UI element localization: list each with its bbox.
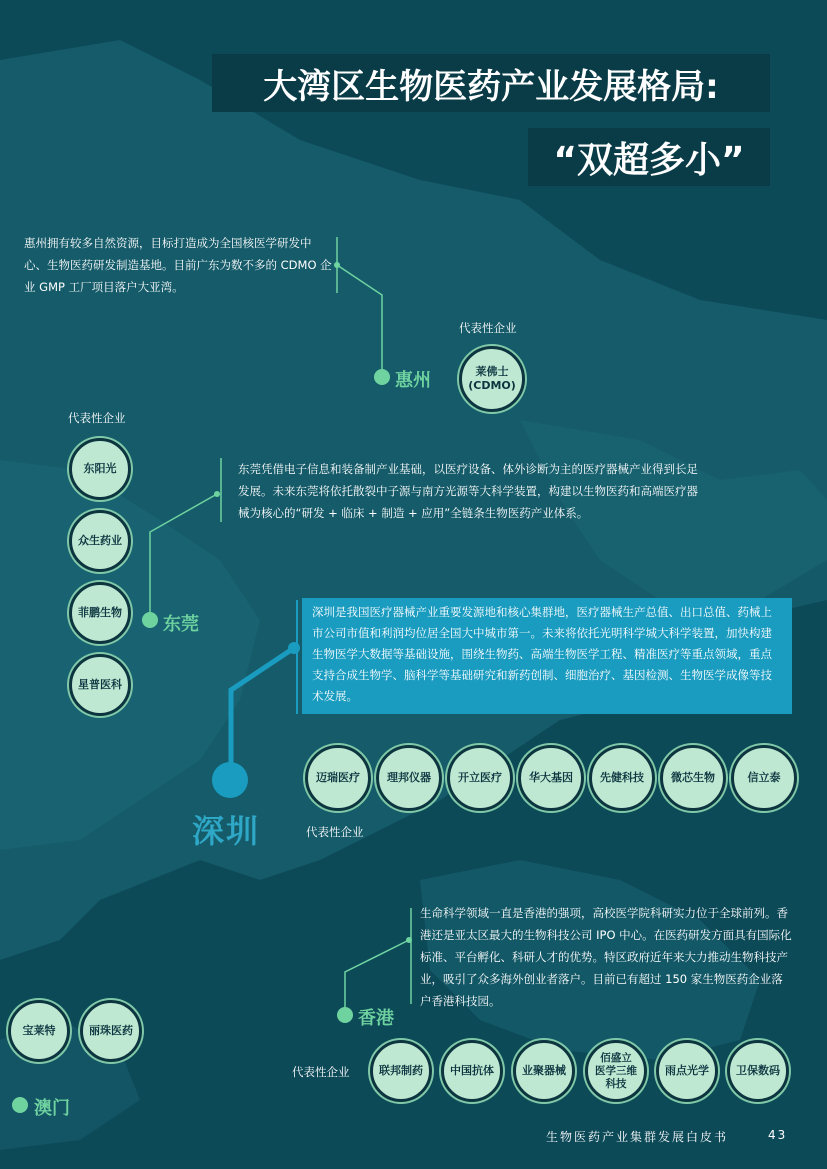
company-circle-lianbang: 联邦制药 (370, 1040, 432, 1102)
company-circle-baishengli: 佰盛立 医学三维 科技 (585, 1040, 647, 1102)
company-circle-kaili: 开立医疗 (447, 745, 513, 811)
huizhou-description: 惠州拥有较多自然资源，目标打造成为全国核医学研发中心、生物医药研发制造基地。目前广东为数不多的 CDMO 企业 GMP 工厂项目落户大亚湾。 (24, 236, 332, 294)
company-circle-dongyangguang: 东阳光 (69, 438, 131, 500)
company-circle-weixin: 微芯生物 (660, 745, 726, 811)
company-circle-mairui: 迈瑞医疗 (305, 745, 371, 811)
company-circle-feipeng: 菲鹏生物 (69, 582, 131, 644)
shenzhen-description: 深圳是我国医疗器械产业重要发源地和核心集群地，医疗器械生产总值、出口总值、药械上市公司市值和利润均位居全国大中城市第一。未来将依托光明科学城大科学装置，加快构建生物医学大数据等基础设施，围绕生物药、高端生物医学工程、精准医疗等重点领域，重点支持合成生物学、脑科学等基础研究和新药创制、细胞治疗、基因检测、生物医学成像等技术发展。 (302, 598, 792, 714)
city-label-shenzhen: 深圳 (192, 812, 261, 850)
company-circle-zhongsheng: 众生药业 (69, 510, 131, 572)
hongkong-description: 生命科学领域一直是香港的强项，高校医学院科研实力位于全球前列。香港还是亚太区最大的生物科技公司 IPO 中心。在医药研发方面具有国际化标准、平台孵化、科研人才的优势。特区政府近年来大力推动生物科技产业，吸引了众多海外创业者落户。目前已有超过 150 家生物医药企业落户香港科技园。 (420, 906, 792, 1008)
footer-title: 生物医药产业集群发展白皮书 (546, 1130, 729, 1144)
page-number: 43 (768, 1128, 788, 1142)
company-circle-yudian: 雨点光学 (656, 1040, 718, 1102)
city-label-huizhou: 惠州 (395, 370, 431, 391)
dongguan-description: 东莞凭借电子信息和装备制产业基础，以医疗设备、体外诊断为主的医疗器械产业得到长足发展。未来东莞将依托散裂中子源与南方光源等大科学装置，构建以生物医药和高端医疗器械为核心的“研发 + 临床 + 制造 + 应用”全链条生物医药产业体系。 (238, 462, 698, 520)
company-circle-lizhu: 丽珠医药 (80, 1000, 142, 1062)
hongkong-rep-label: 代表性企业 (292, 1065, 350, 1079)
company-circle-zhongguokangti: 中国抗体 (441, 1040, 503, 1102)
page-title-line1: 大湾区生物医药产业发展格局: (212, 54, 770, 112)
company-circle-xingpu: 星普医科 (69, 654, 131, 716)
huizhou-rep-label: 代表性企业 (459, 321, 517, 335)
dongguan-rep-label: 代表性企业 (68, 411, 126, 425)
company-circle-yeju: 业聚器械 (513, 1040, 575, 1102)
company-circle-xinlitai: 信立泰 (731, 745, 797, 811)
company-circle-weibao: 卫保数码 (727, 1040, 789, 1102)
city-label-hongkong: 香港 (358, 1008, 394, 1029)
shenzhen-rep-label: 代表性企业 (306, 825, 364, 839)
city-label-dongguan: 东莞 (163, 614, 199, 635)
company-circle-xianjian: 先健科技 (589, 745, 655, 811)
company-circle-laifushi: 莱佛士 (CDMO) (459, 346, 525, 412)
city-label-macau: 澳门 (34, 1098, 70, 1119)
company-circle-huada: 华大基因 (518, 745, 584, 811)
company-circle-libang: 理邦仪器 (376, 745, 442, 811)
company-circle-baolaite: 宝莱特 (8, 1000, 70, 1062)
page-title-line2: “双超多小” (528, 128, 770, 186)
